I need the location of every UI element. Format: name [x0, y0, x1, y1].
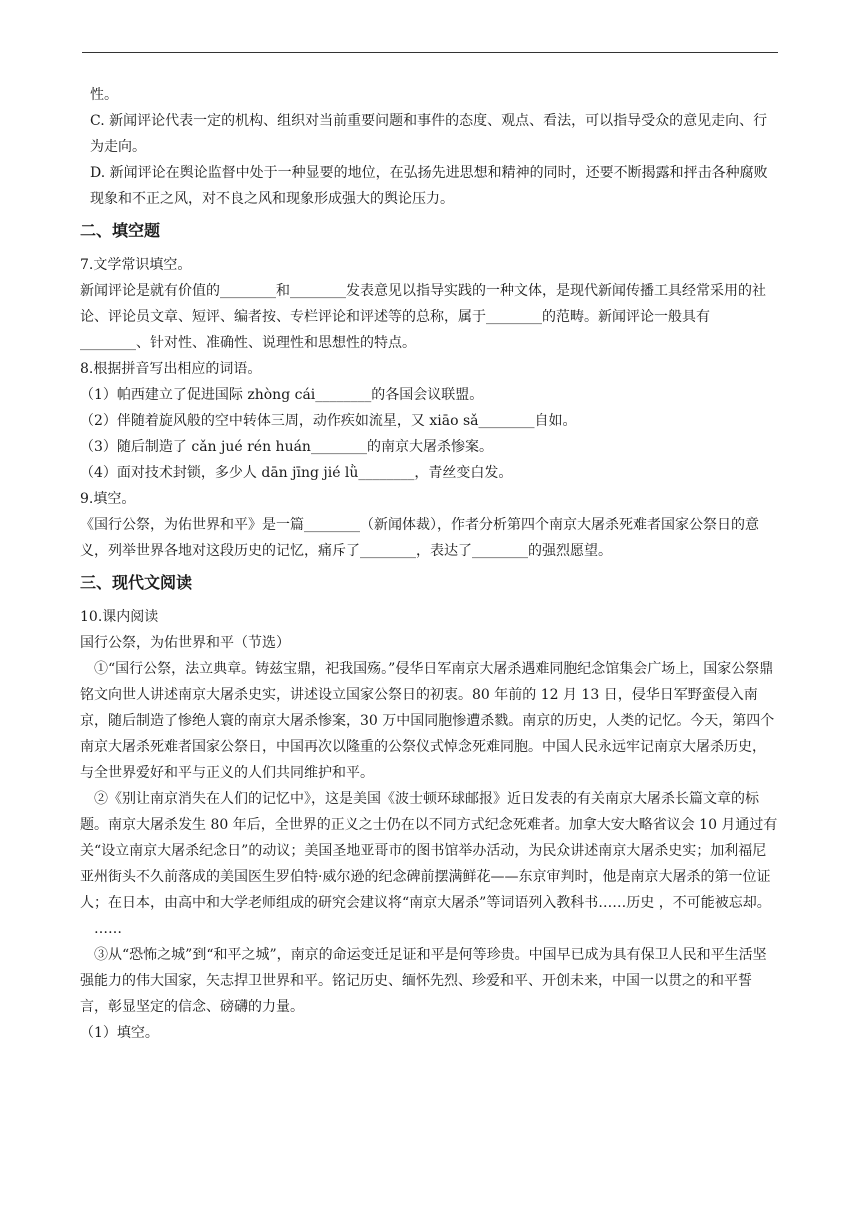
question-8-item-1: （1）帕西建立了促进国际 zhòng cái________的各国会议联盟。 — [80, 387, 484, 403]
header-rule — [82, 52, 778, 53]
passage-paragraph-3: ③从“恐怖之城”到“和平之城”，南京的命运变迁足证和平是何等珍贵。中国早已成为具有保卫人民和平生活坚强能力的伟大国家，矢志捍卫世界和平。铭记历史、缅怀先烈、珍爱和平、开创未来，中国一以贯之的和平誓言，彰显坚定的信念、磅礴的力量。 — [80, 947, 767, 1015]
option-c: C. 新闻评论代表一定的机构、组织对当前重要问题和事件的态度、观点、看法，可以指导受众的意见走向、行为走向。 — [90, 113, 768, 155]
sub-question-1: （1）填空。 — [80, 1025, 159, 1041]
passage-title: 国行公祭，为佑世界和平（节选） — [80, 635, 290, 651]
option-d: D. 新闻评论在舆论监督中处于一种显要的地位，在弘扬先进思想和精神的同时，还要不断揭露和抨击各种腐败现象和不正之风，对不良之风和现象形成强大的舆论压力。 — [90, 165, 768, 207]
question-9-title: 9.填空。 — [80, 491, 136, 507]
question-10-title: 10.课内阅读 — [80, 609, 159, 625]
question-9-body: 《国行公祭，为佑世界和平》是一篇________（新闻体裁），作者分析第四个南京大屠杀死难者国家公祭日的意义，列举世界各地对这段历史的记忆，痛斥了________，表达了________的强烈愿望。 — [80, 517, 759, 559]
question-7-body: 新闻评论是就有价值的________和________发表意见以指导实践的一种文体，是现代新闻传播工具经常采用的社论、评论员文章、短评、编者按、专栏评论和评述等的总称，属于________的范畴。新闻评论一般具有________、针对性、准确性、说理性和思想性的特点。 — [80, 283, 766, 351]
section-title-fill-blank: 二、填空题 — [80, 221, 161, 240]
passage-ellipsis: …… — [94, 921, 122, 937]
document-page — [80, 82, 778, 1046]
passage-paragraph-2: ②《别让南京消失在人们的记忆中》，这是美国《波士顿环球邮报》近日发表的有关南京大屠杀长篇文章的标题。南京大屠杀发生 80 年后，全世界的正义之士仍在以不同方式纪念死难者。加拿大安大略省议会 10 月通过有关“设立南京大屠杀纪念日”的动议；美国圣地亚哥市的图书馆举办活动，为民众讲述南京大屠杀史实；加利福尼亚州街头不久前落成的美国医生罗伯特·威尔逊的纪念碑前摆满鲜花——东京审判时，他是南京大屠杀的第一位证人；在日本，由高中和大学老师组成的研究会建议将“南京大屠杀”等词语列入教科书……历史 ，不可能被忘却。 — [80, 791, 778, 911]
option-b-continuation: 性。 — [90, 87, 118, 103]
question-8-title: 8.根据拼音写出相应的词语。 — [80, 361, 262, 377]
section-title-reading: 三、现代文阅读 — [80, 573, 193, 592]
question-8-item-4: （4）面对技术封锁，多少人 dān jīng jié lǜ________，青丝变白发。 — [80, 465, 513, 481]
passage-paragraph-1: ①“国行公祭，法立典章。铸兹宝鼎，祀我国殇。”侵华日军南京大屠杀遇难同胞纪念馆集会广场上，国家公祭鼎铭文向世人讲述南京大屠杀史实，讲述设立国家公祭日的初衷。80 年前的 12 月 13 日，侵华日军野蛮侵入南京，随后制造了惨绝人寰的南京大屠杀惨案，30 万中国同胞惨遭杀戮。南京的历史，人类的记忆。今天，第四个南京大屠杀死难者国家公祭日，中国再次以隆重的公祭仪式悼念死难同胞。中国人民永远牢记南京大屠杀历史，与全世界爱好和平与正义的人们共同维护和平。 — [80, 661, 775, 781]
question-7-title: 7.文学常识填空。 — [80, 257, 192, 273]
question-8-item-2: （2）伴随着旋风般的空中转体三周，动作疾如流星，又 xiāo sǎ________自如。 — [80, 413, 577, 429]
question-8-item-3: （3）随后制造了 cǎn jué rén huán________的南京大屠杀惨案。 — [80, 439, 493, 455]
